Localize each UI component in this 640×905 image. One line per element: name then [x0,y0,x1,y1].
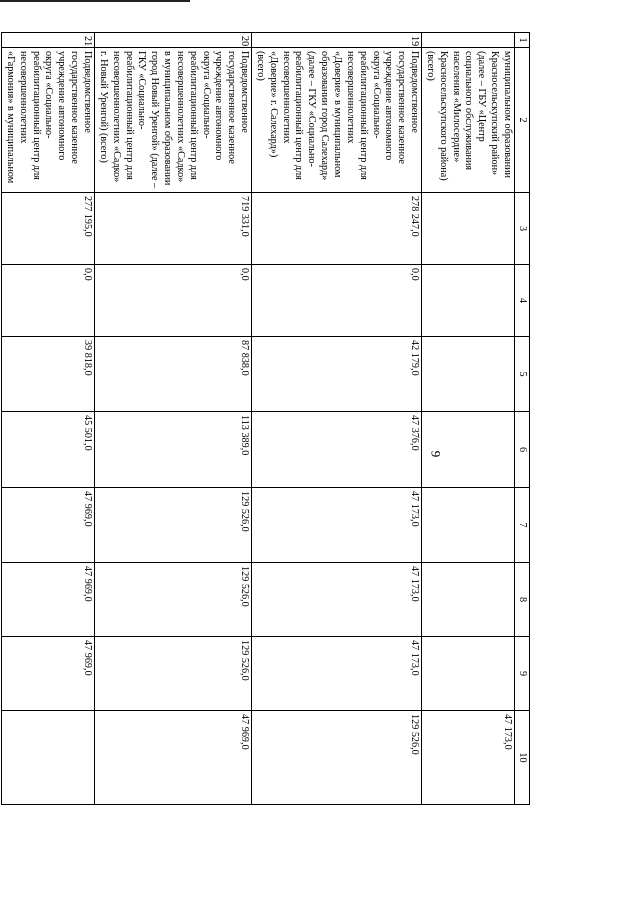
row-number [422,33,515,48]
value-cell: 87 838,0 [95,337,252,412]
table-row [422,33,515,805]
value-cell: 129 526,0 [252,711,422,805]
value-cell [2,711,95,805]
value-cell [422,488,515,563]
value-cell: 47 376,0 [252,412,422,488]
value-cell: 47 969,0 [95,711,252,805]
institution-name: муниципальном образовании Красносельскупский район» (далее – ГБУ «Центр социального обслуживания населения «Милосердие» Красносельскупского района) (всего) [422,48,515,193]
table-row [252,33,422,805]
value-cell: 47 969,0 [2,563,95,637]
value-cell [422,193,515,265]
value-cell: 47 173,0 [252,637,422,711]
value-cell: 45 501,0 [2,412,95,488]
header-cell: 7 [515,488,530,563]
value-cell: 277 195,0 [2,193,95,265]
value-cell: 719 331,0 [95,193,252,265]
header-cell: 8 [515,563,530,637]
value-cell: 42 179,0 [252,337,422,412]
budget-table [1,32,530,805]
value-cell: 0,0 [95,265,252,337]
value-cell: 129 526,0 [95,488,252,563]
value-cell: 47 969,0 [2,637,95,711]
row-number: 19. [252,33,422,48]
value-cell: 129 526,0 [95,637,252,711]
row-number: 21. [2,33,95,48]
value-cell: 47 173,0 [252,563,422,637]
value-cell: 129 526,0 [95,563,252,637]
value-cell: 0,0 [2,265,95,337]
value-cell [422,637,515,711]
header-cell: 2 [515,48,530,193]
value-cell: 39 818,0 [2,337,95,412]
value-cell [422,412,515,488]
table-row [2,33,95,805]
header-cell: 1 [515,33,530,48]
page-number: 9 [428,450,444,458]
value-cell: 278 247,0 [252,193,422,265]
value-cell: 0,0 [252,265,422,337]
header-row [515,33,530,805]
header-cell: 5 [515,337,530,412]
value-cell: 47 173,0 [422,711,515,805]
header-cell: 3 [515,193,530,265]
value-cell [422,563,515,637]
table-row [95,33,252,805]
value-cell: 47 969,0 [2,488,95,563]
institution-name: Подведомственное государственное казенное учреждение автономного округа «Социально-реабилитационный центр для несовершеннолетних «Доверие» в муниципальном образовании город Салехард» (далее – ГКУ «Социально-реабилитационный центр для несовершеннолетних «Доверие» г. Салехард») (всего) [252,48,422,193]
row-number: 20. [95,33,252,48]
institution-name: Подведомственное государственное казенное учреждение автономного округа «Социально-реабилитационный центр для несовершеннолетних «Садко» в муниципальном образовании город Новый Уренгой» (далее – ГКУ «Социально-реабилитационный центр для несовершеннолетних «Садко» г. Новый Уренгой) (всего) [95,48,252,193]
header-cell: 10 [515,711,530,805]
header-cell: 9 [515,637,530,711]
institution-name: Подведомственное государственное казенное учреждение автономного округа «Социально-реабилитационный центр для несовершеннолетних «Гармония» в муниципальном [2,48,95,193]
value-cell [422,265,515,337]
rotated-page [4,32,530,784]
value-cell [422,337,515,412]
value-cell: 113 389,0 [95,412,252,488]
value-cell: 47 173,0 [252,488,422,563]
scan-edge-line [0,0,190,2]
header-cell: 4 [515,265,530,337]
header-cell: 6 [515,412,530,488]
